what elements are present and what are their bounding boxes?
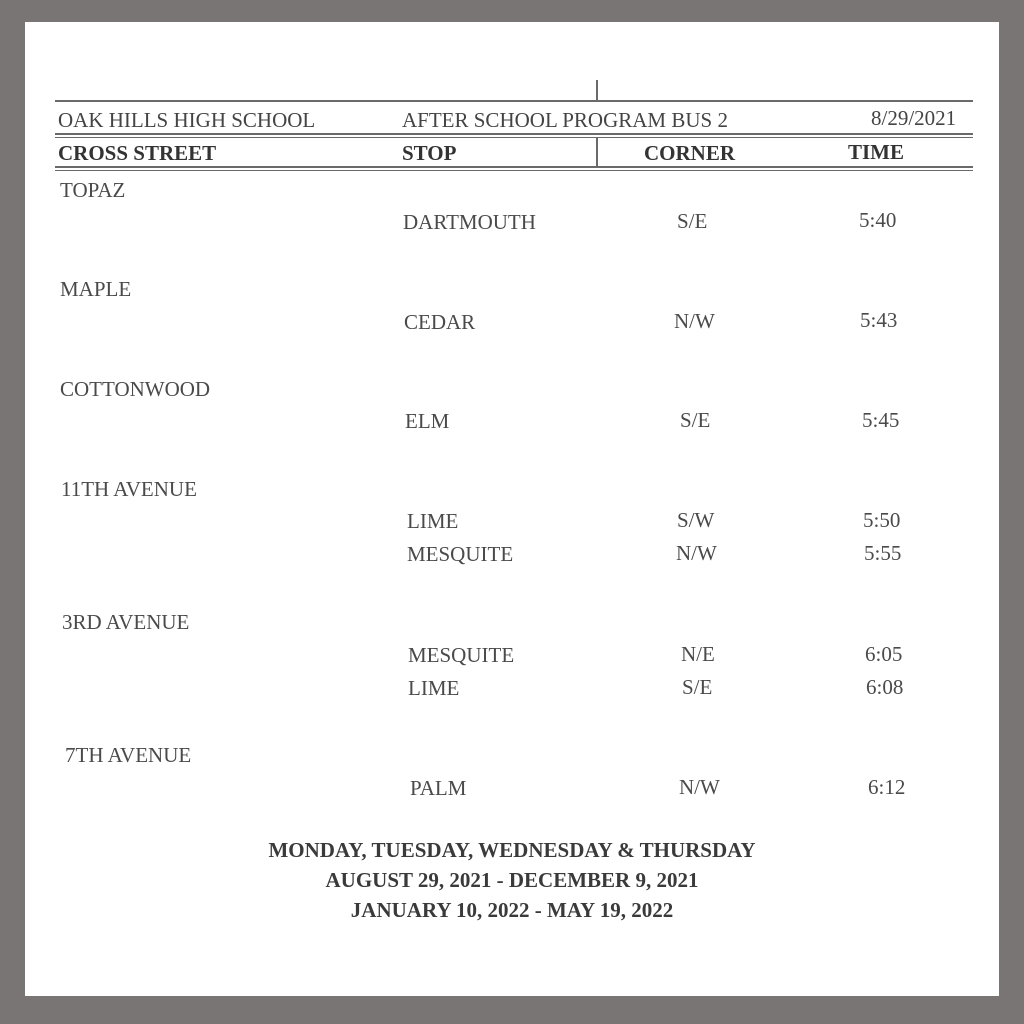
school-name: OAK HILLS HIGH SCHOOL bbox=[58, 108, 316, 132]
stop-corner: S/E bbox=[682, 675, 713, 699]
cross-street-7th-avenue: 7TH AVENUE bbox=[65, 743, 192, 767]
col-cross-street: CROSS STREET bbox=[58, 141, 217, 165]
stop-corner: N/E bbox=[681, 642, 715, 666]
cross-street-maple: MAPLE bbox=[60, 277, 132, 301]
column-tick bbox=[596, 138, 598, 166]
header-tick bbox=[596, 80, 598, 100]
stop-name: MESQUITE bbox=[407, 542, 514, 566]
stop-name: DARTMOUTH bbox=[403, 210, 536, 234]
stop-corner: S/E bbox=[680, 408, 711, 432]
stop-name: LIME bbox=[407, 509, 459, 533]
program-name: AFTER SCHOOL PROGRAM BUS 2 bbox=[402, 108, 728, 132]
col-time: TIME bbox=[848, 140, 905, 164]
schedule-date: 8/29/2021 bbox=[871, 106, 957, 130]
header-rule-1 bbox=[55, 133, 973, 135]
stop-name: ELM bbox=[405, 409, 450, 433]
stop-time: 5:43 bbox=[860, 308, 898, 332]
stop-corner: N/W bbox=[674, 309, 715, 333]
stop-corner: N/W bbox=[679, 775, 720, 799]
cross-street-cottonwood: COTTONWOOD bbox=[60, 377, 211, 401]
service-range-spring: JANUARY 10, 2022 - MAY 19, 2022 bbox=[350, 898, 674, 922]
stop-corner: N/W bbox=[676, 541, 717, 565]
stop-name: MESQUITE bbox=[408, 643, 515, 667]
col-corner: CORNER bbox=[644, 141, 736, 165]
stop-time: 6:05 bbox=[865, 642, 903, 666]
stop-name: PALM bbox=[410, 776, 467, 800]
col-stop: STOP bbox=[402, 141, 457, 165]
stop-time: 5:55 bbox=[864, 541, 902, 565]
stop-time: 5:45 bbox=[862, 408, 900, 432]
stop-time: 6:08 bbox=[866, 675, 904, 699]
header-rule-2 bbox=[55, 137, 973, 138]
cross-street-topaz: TOPAZ bbox=[60, 178, 126, 202]
schedule-page bbox=[25, 22, 999, 996]
column-rule-1 bbox=[55, 166, 973, 168]
stop-name: LIME bbox=[408, 676, 460, 700]
service-days: MONDAY, TUESDAY, WEDNESDAY & THURSDAY bbox=[268, 838, 756, 862]
top-divider bbox=[55, 100, 973, 102]
stop-time: 6:12 bbox=[868, 775, 906, 799]
stop-corner: S/E bbox=[677, 209, 708, 233]
stop-time: 5:40 bbox=[859, 208, 897, 232]
stop-corner: S/W bbox=[677, 508, 715, 532]
stop-time: 5:50 bbox=[863, 508, 901, 532]
column-rule-2 bbox=[55, 170, 973, 171]
cross-street-11th-avenue: 11TH AVENUE bbox=[61, 477, 197, 501]
stop-name: CEDAR bbox=[404, 310, 476, 334]
service-range-fall: AUGUST 29, 2021 - DECEMBER 9, 2021 bbox=[325, 868, 699, 892]
cross-street-3rd-avenue: 3RD AVENUE bbox=[62, 610, 190, 634]
